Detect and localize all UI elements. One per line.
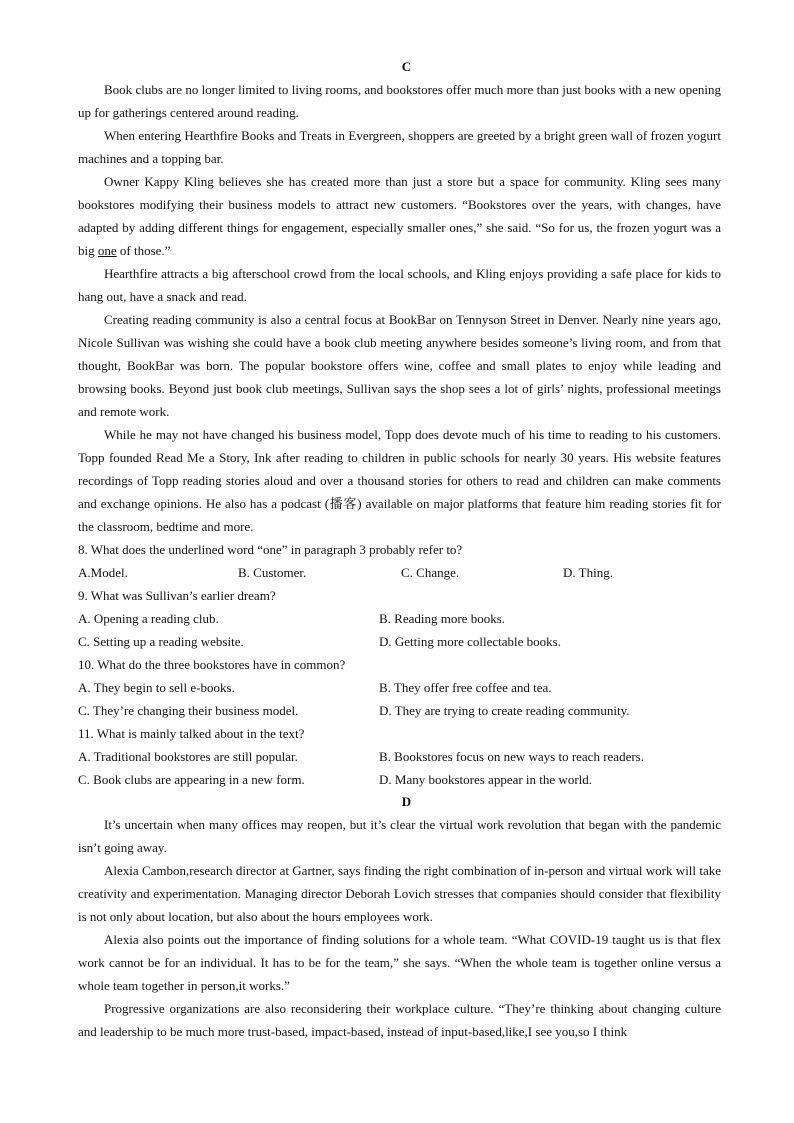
paragraph-text: Owner Kappy Kling believes she has created more than just a store but a space for community. Kling sees many bookstores modifying their business models to attract new customers. “Bookstores over the years, with changes, have adapted by adding different things for engagement, especially smaller ones,” she said. “So for us, the frozen yogurt was a big	[78, 174, 721, 258]
question-9-options-row2	[78, 630, 721, 653]
question-11-stem: 11. What is mainly talked about in the text?	[78, 726, 305, 741]
option-b: B. Bookstores focus on new ways to reach readers.	[379, 749, 644, 764]
option-d: D. Many bookstores appear in the world.	[379, 772, 593, 787]
section-d-paragraph: It’s uncertain when many offices may reopen, but it’s clear the virtual work revolution that began with the pandemic isn’t going away.	[78, 817, 721, 855]
option-c: C. They’re changing their business model.	[78, 703, 299, 718]
question-10-stem: 10. What do the three bookstores have in common?	[78, 657, 346, 672]
section-d-title: D	[401, 794, 412, 809]
section-c-paragraph: Creating reading community is also a central focus at BookBar on Tennyson Street in Denver. Nearly nine years ago, Nicole Sullivan was wishing she could have a book club meeting anywhere besides someone’s living room, and from that thought, BookBar was born. The popular bookstore offers wine, coffee and small plates to enjoy while leading and browsing books. Beyond just book club meetings, Sullivan says the shop sees a lot of girls’ nights, professional meetings and remote work.	[78, 312, 721, 419]
question-8-stem: 8. What does the underlined word “one” in paragraph 3 probably refer to?	[78, 542, 463, 557]
section-c-paragraph-with-underline	[78, 170, 721, 262]
question-10-options-row2	[78, 699, 721, 722]
section-c-title: C	[401, 59, 412, 74]
option-c: C. Change.	[401, 565, 460, 580]
section-c-paragraph: Book clubs are no longer limited to living rooms, and bookstores offer much more than just books with a new opening up for gatherings centered around reading.	[78, 82, 721, 120]
section-d-paragraph: Progressive organizations are also reconsidering their workplace culture. “They’re thinking about changing culture and leadership to be much more trust-based, impact-based, instead of input-based,like,I see you,so I think	[78, 1001, 721, 1039]
option-a: A.Model.	[78, 565, 128, 580]
option-c: C. Setting up a reading website.	[78, 634, 244, 649]
section-c-paragraph: Hearthfire attracts a big afterschool crowd from the local schools, and Kling enjoys providing a safe place for kids to hang out, have a snack and read.	[78, 266, 721, 304]
option-c: C. Book clubs are appearing in a new form.	[78, 772, 305, 787]
question-9-stem: 9. What was Sullivan’s earlier dream?	[78, 588, 276, 603]
section-d-paragraph: Alexia Cambon,research director at Gartner, says finding the right combination of in-person and virtual work will take creativity and experimentation. Managing director Deborah Lovich stresses that companies should consider that flexibility is not only about location, but also about the hours employees work.	[78, 863, 721, 924]
question-9-options-row1	[78, 607, 721, 630]
option-d: D. Getting more collectable books.	[379, 634, 561, 649]
question-8-options	[78, 561, 721, 584]
underlined-word: one	[97, 243, 117, 258]
exam-page	[78, 56, 721, 1043]
option-b: B. Reading more books.	[379, 611, 506, 626]
section-c-paragraph: While he may not have changed his business model, Topp does devote much of his time to reading to his customers. Topp founded Read Me a Story, Ink after reading to children in public schools for nearly 30 years. His website features recordings of Topp reading stories aloud and over a thousand stories for others to read and children can make comments and exchange opinions. He also has a podcast (播客) available on major platforms that feature him reading stories fit for the classroom, bedtime and more.	[78, 427, 721, 534]
option-a: A. Opening a reading club.	[78, 611, 219, 626]
option-b: B. Customer.	[238, 565, 307, 580]
section-d-paragraph: Alexia also points out the importance of finding solutions for a whole team. “What COVID-19 taught us is that flex work cannot be for an individual. It has to be for the team,” she says. “When the whole team is together online versus a whole team together in person,it works.”	[78, 932, 721, 993]
option-b: B. They offer free coffee and tea.	[379, 680, 552, 695]
option-a: A. Traditional bookstores are still popular.	[78, 749, 298, 764]
section-c-paragraph: When entering Hearthfire Books and Treats in Evergreen, shoppers are greeted by a bright green wall of frozen yogurt machines and a topping bar.	[78, 128, 721, 166]
option-d: D. They are trying to create reading community.	[379, 703, 630, 718]
question-10-options-row1	[78, 676, 721, 699]
option-d: D. Thing.	[563, 565, 613, 580]
question-11-options-row1	[78, 745, 721, 768]
paragraph-text: of those.”	[116, 243, 171, 258]
question-11-options-row2	[78, 768, 721, 791]
option-a: A. They begin to sell e-books.	[78, 680, 235, 695]
